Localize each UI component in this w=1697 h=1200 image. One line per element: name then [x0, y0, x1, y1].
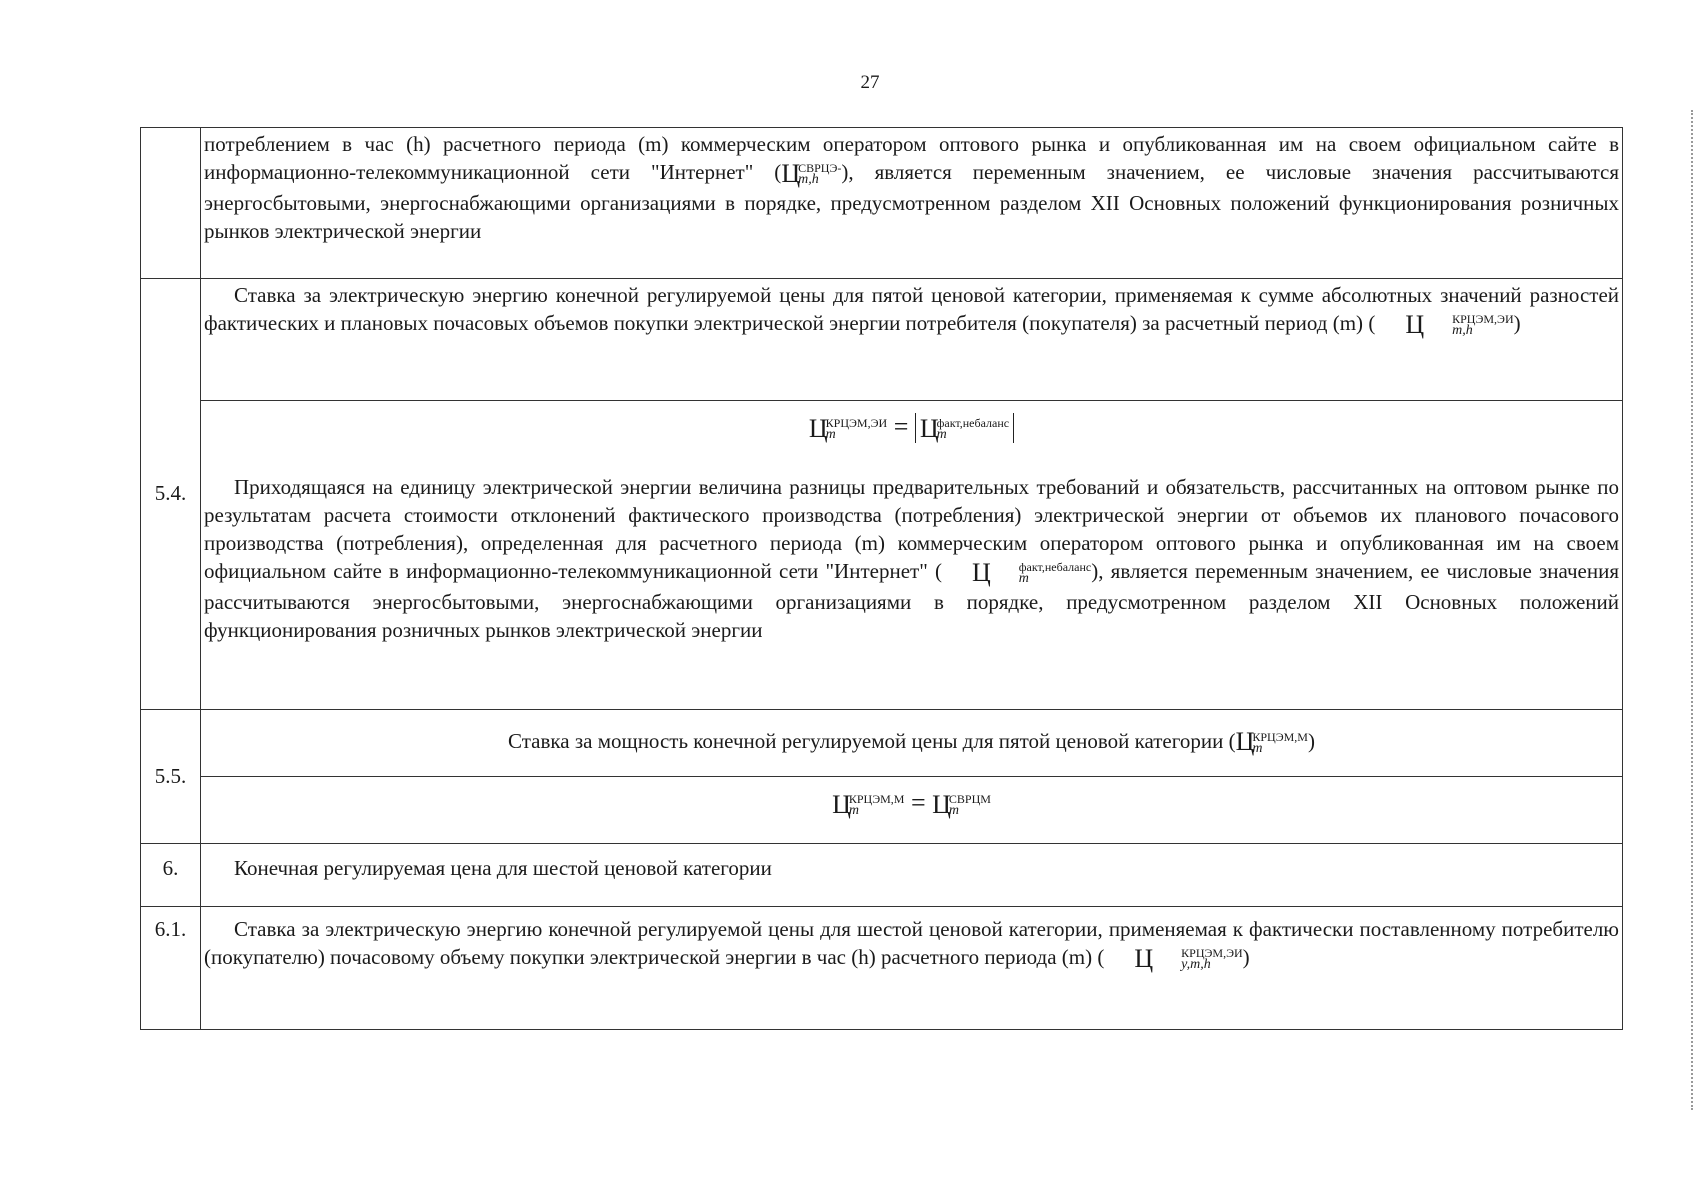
- row-5-5-formula-cell: [201, 777, 1623, 844]
- table-row-5-5: [141, 710, 1623, 777]
- row-5-4-heading: Ставка за электрическую энергию конечной регулируемой цены для пятой ценовой категории, применяемая к сумме абсолютных значений разностей фактических и плановых почасовых объемов покупки электрической энергии потребителя (покупателя) за расчетный период (m) ( Ц КРЦЭМ,ЭИ m,h ): [201, 279, 1623, 401]
- row-5-4-formula-cell: [201, 401, 1623, 710]
- row-6-text: Конечная регулируемая цена для шестой ценовой категории: [201, 844, 1623, 907]
- table-row-continuation: [141, 128, 1623, 279]
- table-row-5-5-formula: [141, 777, 1623, 844]
- symbol-indices: КРЦЭМ,ЭИ m,h: [1452, 312, 1514, 339]
- formula-5-5: Ц КРЦЭМ,М m = Ц СВРЦМ m: [832, 788, 991, 820]
- continuation-text: потреблением в час (h) расчетного периода (m) коммерческим оператором оптового рынка и опубликованная им на своем официальном сайте в информационно-телекоммуникационной сети "Интернет" (Ц СВРЦЭ- m,h ), является переменным значением, ее числовые значения рассчитываются энергосбытовыми, энергоснабжающими организациями в порядке, предусмотренном разделом XII Основных положений функционирования розничных рынков электрической энергии: [201, 128, 1623, 279]
- table-row-5-4: [141, 279, 1623, 401]
- table-row-6-1: [141, 907, 1623, 1030]
- symbol-indices: СВРЦЭ- m,h: [798, 161, 842, 188]
- row-number: 5.5.: [141, 710, 201, 844]
- page-number: 27: [860, 72, 880, 93]
- scan-edge-marks: [1685, 110, 1693, 1110]
- row-5-4-paragraph: Приходящаяся на единицу электрической энергии величина разницы предварительных требований и обязательств, рассчитанных на оптовом рынке по результатам расчета стоимости отклонений фактического производства (потребления) электрической энергии от объемов их планового почасового производства (потребления), определенная для расчетного периода (m) коммерческим оператором оптового рынка и опубликованная им на своем официальном сайте в информационно-телекоммуникационной сети "Интернет" ( Ц факт,небаланс m ), является переменным значением, ее числовые значения рассчитываются энергосбытовыми, энергоснабжающими организациями в порядке, предусмотренном разделом XII Основных положений функционирования розничных рынков электрической энергии: [204, 475, 1619, 642]
- row-number: 5.4.: [141, 279, 201, 710]
- row-number: 6.: [141, 844, 201, 907]
- table-row-6: [141, 844, 1623, 907]
- row-5-5-heading: Ставка за мощность конечной регулируемой цены для пятой ценовой категории (Ц КРЦЭМ,М m ): [201, 710, 1623, 777]
- formula-5-4: Ц КРЦЭМ,ЭИ m = Ц факт,небаланс m: [204, 403, 1619, 443]
- tariff-table: [140, 127, 1623, 1030]
- row-number-empty: [141, 128, 201, 279]
- price-symbol: Ц: [781, 158, 801, 188]
- row-number: 6.1.: [141, 907, 201, 1030]
- row-6-1-text: Ставка за электрическую энергию конечной регулируемой цены для шестой ценовой категории, применяемая к фактически поставленному потребителю (покупателю) почасовому объему покупки электрической энергии в час (h) расчетного периода (m) ( Ц КРЦЭМ,ЭИ у,m,h ): [201, 907, 1623, 1030]
- table-row-5-4-formula: [141, 401, 1623, 710]
